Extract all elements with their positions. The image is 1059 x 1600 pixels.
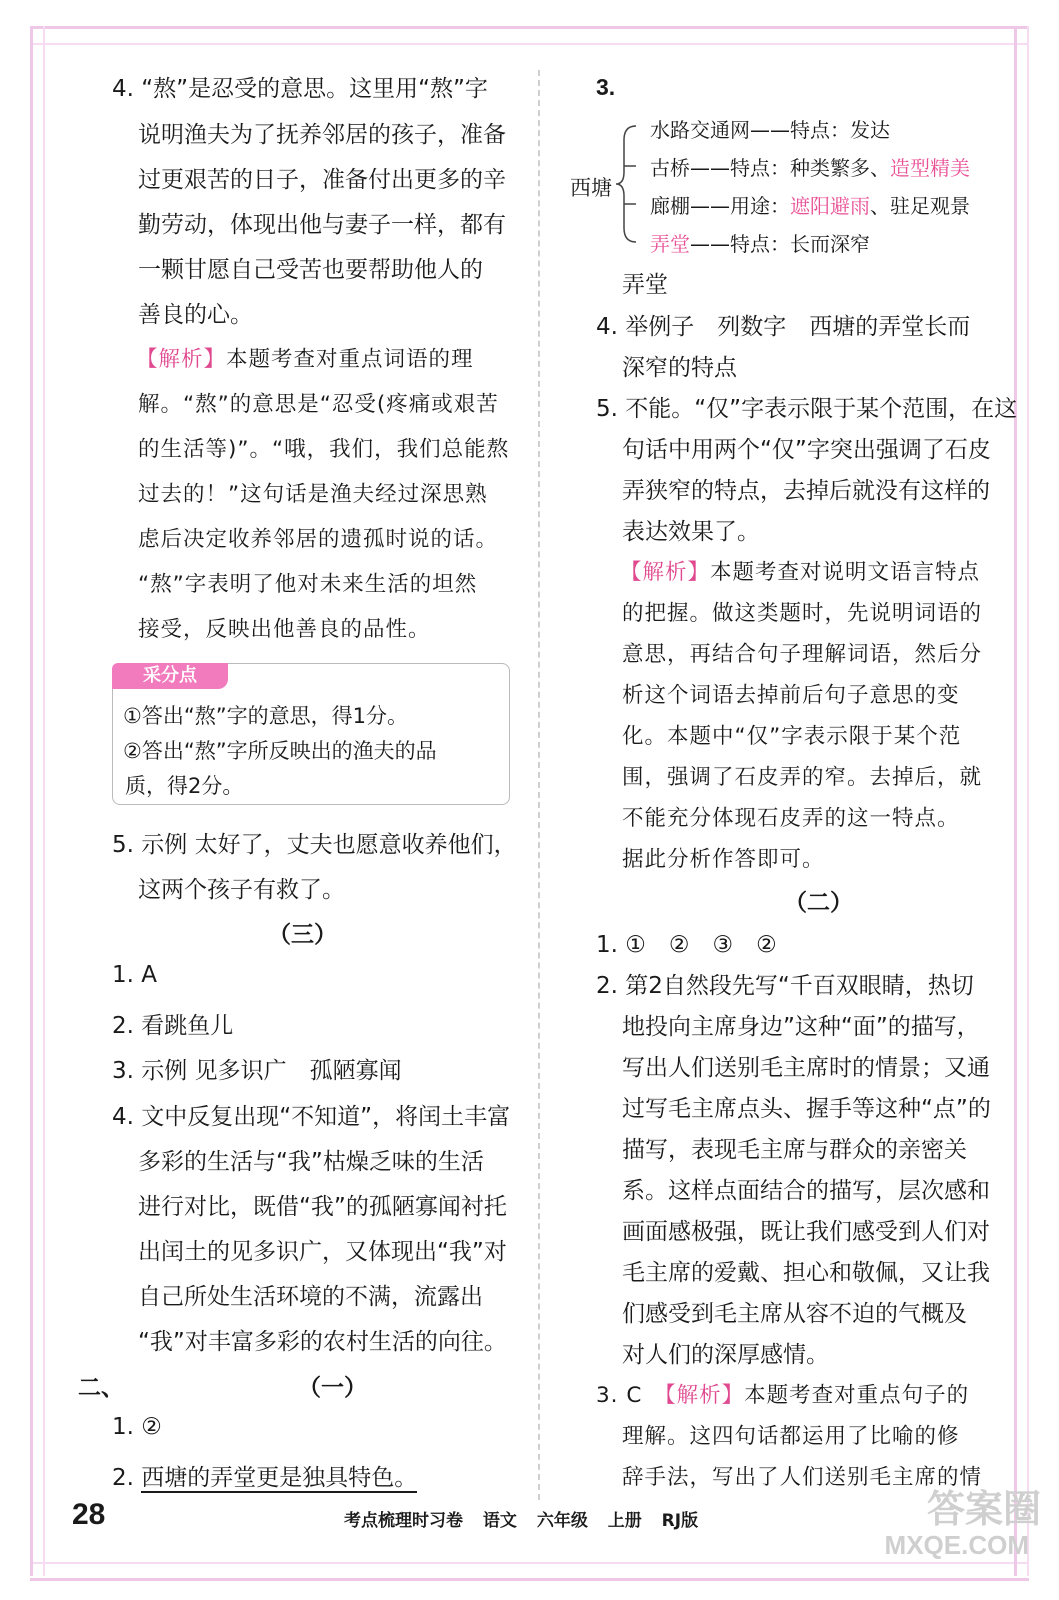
branch-answer: 弄堂 — [650, 232, 690, 256]
scoring-point: 质，得2分。 — [125, 774, 244, 798]
answer-line: 句话中用两个“仅”字突出强调了石皮 — [622, 437, 991, 463]
page-frame-right — [1014, 26, 1029, 1576]
answer-line: 弄狭窄的特点，去掉后就没有这样的 — [622, 478, 990, 504]
answer-line: 对人们的深厚感情。 — [622, 1342, 829, 1368]
answer-line: 说明渔夫为了抚养邻居的孩子，准备 — [138, 122, 506, 148]
answer-line: 弄堂 — [622, 272, 668, 298]
answer-line: 1. ① ② ③ ② — [596, 932, 777, 958]
analysis-line — [620, 555, 980, 586]
mindmap-root: 西塘 — [570, 176, 612, 200]
answer-line: 勤劳动，体现出他与妻子一样，都有 — [138, 212, 506, 238]
analysis-line: 的把握。做这类题时，先说明词语的 — [622, 601, 983, 626]
answer-line: 出闰土的见多识广，又体现出“我”对 — [138, 1239, 507, 1265]
answer-number: 3. — [596, 74, 616, 100]
answer-line: 善良的心。 — [138, 302, 253, 328]
analysis-tag: 【解析】 — [136, 347, 227, 372]
branch-text: 廊棚——用途： — [650, 194, 790, 218]
analysis-line: 接受，反映出他善良的品性。 — [138, 617, 431, 642]
scoring-points-box — [112, 663, 510, 805]
branch-answer: 造型精美 — [890, 156, 970, 180]
answer-line: 这两个孩子有救了。 — [138, 877, 345, 903]
mindmap-branch: 水路交通网——特点：发达 — [650, 118, 890, 142]
analysis-line: 据此分析作答即可。 — [622, 847, 825, 872]
answer-line: 自己所处生活环境的不满，流露出 — [138, 1284, 483, 1310]
watermark-url: MXQE.COM — [884, 1530, 1029, 1560]
analysis-line: 围，强调了石皮弄的窄。去掉后，就 — [622, 765, 983, 790]
analysis-line: 解。“熬”的意思是“忍受(疼痛或艰苦 — [138, 392, 499, 417]
answer-line: 一颗甘愿自己受苦也要帮助他人的 — [138, 257, 483, 283]
analysis-line: 理解。这四句话都运用了比喻的修 — [622, 1424, 960, 1449]
analysis-line: 的生活等)”。“哦，我们，我们总能熬 — [138, 437, 510, 462]
watermark-logo: 答案圈 — [926, 1487, 1041, 1531]
page-number: 28 — [72, 1498, 106, 1531]
answer-line: 5. 不能。“仅”字表示限于某个范围，在这 — [596, 396, 1018, 422]
answer-line: 地投向主席身边”这种“面”的描写， — [622, 1014, 980, 1040]
analysis-line: 辞手法，写出了人们送别毛主席的情 — [622, 1465, 983, 1490]
analysis-line: 虑后决定收养邻居的遗孤时说的话。 — [138, 527, 499, 552]
analysis-tag: 【解析】 — [620, 560, 711, 585]
section-heading: （二） — [784, 890, 853, 916]
answer-line: 们感受到毛主席从容不迫的气概及 — [622, 1301, 967, 1327]
answer-line: 画面感极强，既让我们感受到人们对 — [622, 1219, 990, 1245]
analysis-tag: 【解析】 — [664, 1383, 745, 1408]
answer-line: 2. 看跳鱼儿 — [112, 1013, 234, 1039]
answer-line: 过更艰苦的日子，准备付出更多的辛 — [138, 167, 506, 193]
answer-line: 2. 第2自然段先写“千百双眼睛，热切 — [596, 973, 974, 999]
column-divider — [538, 70, 540, 1500]
page-frame-left — [30, 26, 45, 1576]
analysis-text: 本题考查对重点词语的理 — [226, 347, 474, 372]
branch-text: 、驻足观景 — [870, 194, 970, 218]
answer-line: 描写，表现毛主席与群众的亲密关 — [622, 1137, 967, 1163]
analysis-line: 析这个词语去掉前后句子意思的变 — [622, 683, 960, 708]
answer-line: 1. ② — [112, 1414, 162, 1440]
analysis-line: 不能充分体现石皮弄的这一特点。 — [622, 806, 960, 831]
answer-line: 表达效果了。 — [622, 519, 760, 545]
answer-line: 3. 示例 见多识广 孤陋寡闻 — [112, 1058, 402, 1084]
answer-line: 进行对比，既借“我”的孤陋寡闻衬托 — [138, 1194, 507, 1220]
analysis-text: 本题考查对重点句子的 — [744, 1383, 970, 1408]
part-heading: 二、 — [78, 1375, 124, 1401]
answer-number: 2. — [112, 1465, 142, 1491]
branch-answer: 遮阳避雨 — [790, 194, 870, 218]
scoring-point: ①答出“熬”字的意思，得1分。 — [123, 704, 408, 728]
page-footer — [72, 1498, 992, 1538]
answer-line: 4. “熬”是忍受的意思。这里用“熬”字 — [112, 76, 488, 102]
mindmap-branch — [650, 228, 870, 257]
footer-book-info: 考点梳理时习卷 语文 六年级 上册 RJ版 — [344, 1511, 699, 1531]
analysis-line: 意思，再结合句子理解词语，然后分 — [622, 642, 983, 667]
analysis-line: “熬”字表明了他对未来生活的坦然 — [138, 572, 478, 597]
section-heading: （三） — [268, 922, 337, 948]
page-frame-bottom — [30, 1562, 1029, 1581]
section-heading: （一） — [298, 1375, 367, 1401]
mindmap-branch — [650, 190, 970, 219]
answer-line: 系。这样点面结合的描写，层次感和 — [622, 1178, 990, 1204]
answer-line: “我”对丰富多彩的农村生活的向往。 — [138, 1329, 507, 1355]
answer-line: 4. 文中反复出现“不知道”，将闰土丰富 — [112, 1104, 511, 1130]
analysis-text: 本题考查对说明文语言特点 — [710, 560, 981, 585]
answer-line: 5. 示例 太好了，丈夫也愿意收养他们， — [112, 832, 517, 858]
analysis-line — [136, 342, 474, 373]
answer-number: 3. C — [596, 1383, 643, 1408]
scoring-point: ②答出“熬”字所反映出的渔夫的品 — [123, 739, 437, 763]
branch-text: ——特点：长而深窄 — [690, 232, 870, 256]
mindmap-brace — [614, 122, 644, 246]
mindmap-branch — [650, 152, 970, 181]
answer-line: 毛主席的爱戴、担心和敬佩，又让我 — [622, 1260, 990, 1286]
analysis-line: 过去的！”这句话是渔夫经过深思熟 — [138, 482, 488, 507]
answer-line: 写出人们送别毛主席时的情景；又通 — [622, 1055, 990, 1081]
answer-line: 过写毛主席点头、握手等这种“点”的 — [622, 1096, 991, 1122]
scoring-points-title: 采分点 — [112, 663, 228, 689]
page-frame-top — [30, 26, 1029, 45]
analysis-line: 化。本题中“仅”字表示限于某个范 — [622, 724, 962, 749]
answer-line — [112, 1459, 417, 1492]
answer-line: 1. A — [112, 962, 157, 988]
answer-line: 多彩的生活与“我”枯燥乏味的生活 — [138, 1149, 484, 1175]
answer-line: 深窄的特点 — [622, 355, 737, 381]
underlined-answer: 西塘的弄堂更是独具特色。 — [141, 1465, 418, 1491]
answer-line: 4. 举例子 列数字 西塘的弄堂长而 — [596, 314, 971, 340]
analysis-line — [596, 1378, 969, 1409]
branch-text: 古桥——特点：种类繁多、 — [650, 156, 890, 180]
